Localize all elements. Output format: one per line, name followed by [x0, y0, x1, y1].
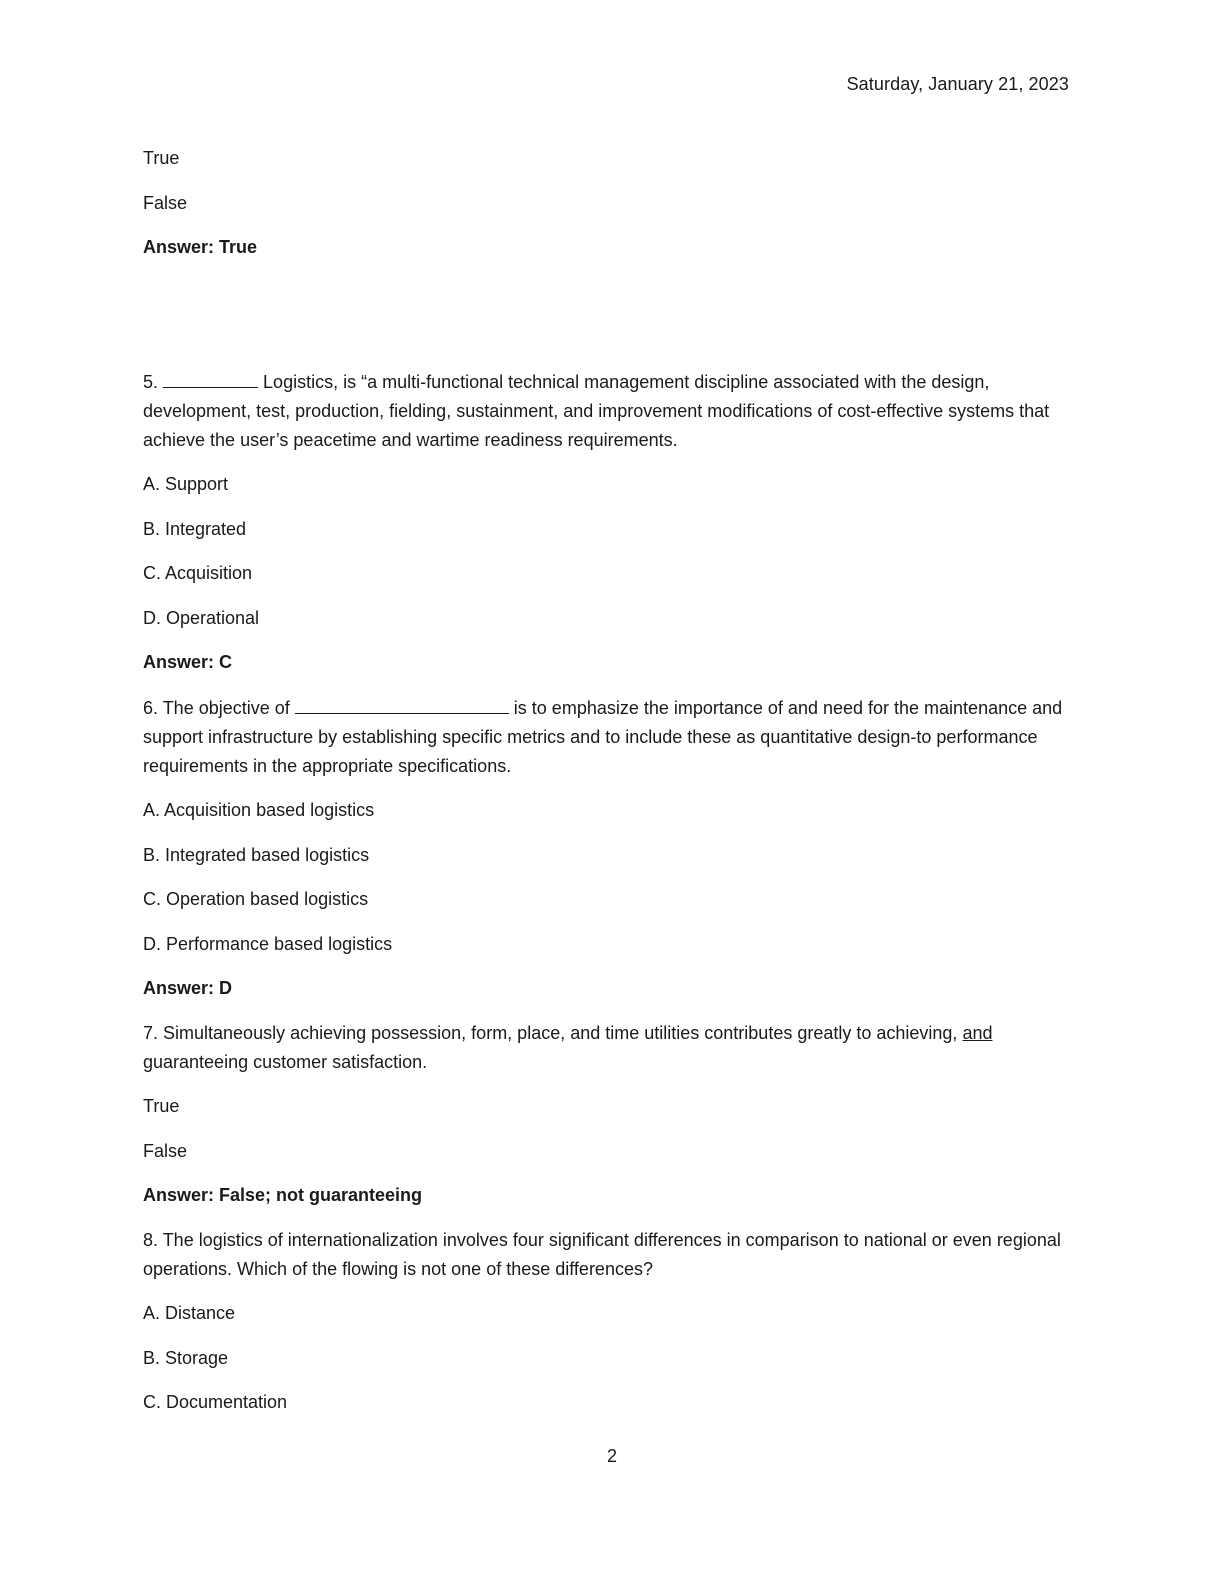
answer-line: Answer: True	[143, 237, 258, 257]
page-number: 2	[606, 1446, 617, 1466]
question-text: Logistics, is “a multi-functional technical management discipline associated with the design, development, test, production, fielding, sustainment, and improvement modifications of cost-effective systems that achieve the user’s peacetime and wartime readiness requirements.	[143, 371, 1050, 450]
answer-line: Answer: D	[143, 978, 233, 998]
question-8: 8. The logistics of internationalization involves four significant differences in comparison to national or even regional operations. Which of the flowing is not one of these differences?	[143, 1229, 1061, 1279]
option-b: B. Integrated	[143, 518, 247, 539]
fill-in-blank	[295, 693, 509, 714]
question-text-suffix: is to emphasize the importance of and need for the maintenance and support infrastructure by establishing specific metrics and to include these as quantitative design-to performance requirements in the appropriate specifications.	[143, 697, 1063, 776]
spacer	[143, 278, 1068, 367]
option-b: B. Integrated based logistics	[143, 844, 370, 865]
answer-line: Answer: C	[143, 652, 233, 672]
question-5	[143, 367, 1068, 455]
question-text: 7. Simultaneously achieving possession, form, place, and time utilities contributes greatly to achieving,	[143, 1022, 958, 1043]
option-true: True	[143, 1096, 180, 1116]
question-number: 5.	[143, 371, 159, 392]
question-7	[143, 1019, 1068, 1077]
option-b: B. Storage	[143, 1347, 229, 1368]
option-c: C. Documentation	[143, 1392, 288, 1412]
page-content	[143, 144, 1068, 1433]
header-date: Saturday, January 21, 2023	[846, 74, 1069, 94]
answer-line: Answer: False; not guaranteeing	[143, 1185, 423, 1205]
option-false: False	[143, 192, 188, 213]
underlined-word: and	[962, 1022, 993, 1043]
option-d: D. Performance based logistics	[143, 933, 393, 954]
question-6	[143, 693, 1068, 781]
question-text-end: guaranteeing customer satisfaction.	[143, 1051, 428, 1072]
option-c: C. Operation based logistics	[143, 889, 369, 909]
question-text-prefix: 6. The objective of	[143, 697, 290, 718]
option-a: A. Distance	[143, 1303, 236, 1323]
option-true: True	[143, 148, 180, 168]
option-c: C. Acquisition	[143, 563, 253, 583]
option-a: A. Acquisition based logistics	[143, 800, 375, 820]
option-false: False	[143, 1140, 188, 1161]
option-a: A. Support	[143, 474, 229, 494]
fill-in-blank	[163, 367, 258, 388]
option-d: D. Operational	[143, 607, 260, 628]
